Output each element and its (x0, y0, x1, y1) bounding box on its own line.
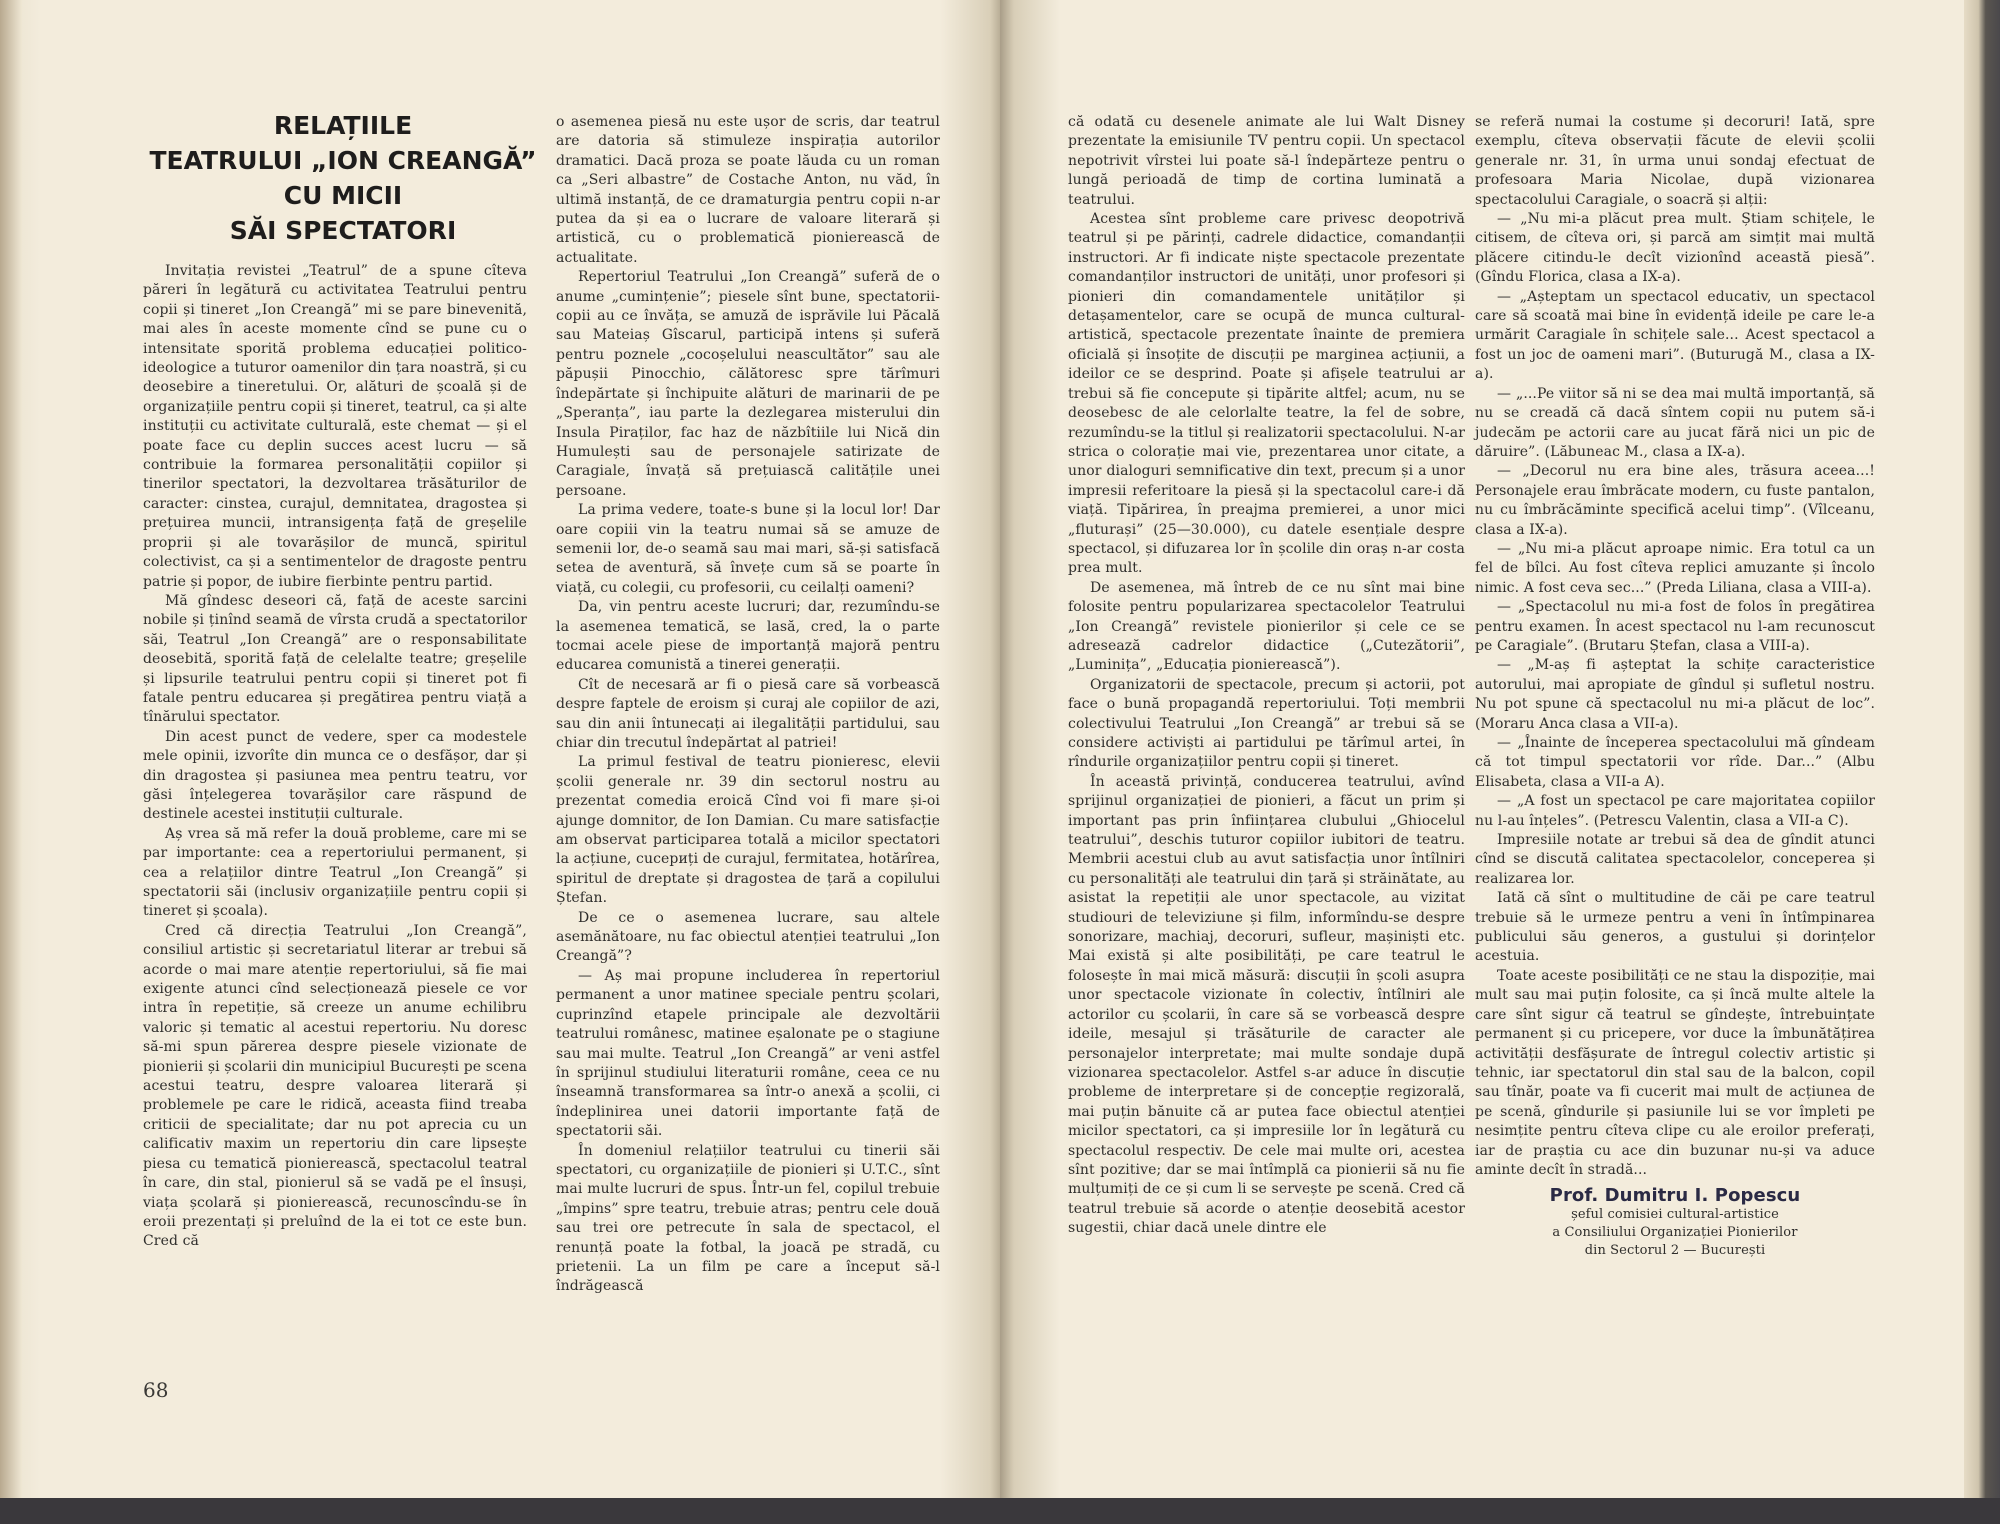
title-line: TEATRULUI „ION CREANGĂ” (149, 146, 537, 175)
title-line: RELAȚIILE (273, 111, 413, 140)
author-title: a Consiliului Organizației Pionierilor (1552, 1224, 1798, 1240)
quote: — „Înainte de începerea spectacolului mă gîndeam că tot timpul spectatorii vor rîde. Dar...” (Albu Elisabeta, clasa a VII-a A). (1475, 735, 1875, 790)
paragraph: De asemenea, mă întreb de ce nu sînt mai bine folosite pentru popularizarea spectacolelor Teatrului „Ion Creangă” revistele pionierilor și cele ce se adresează cadrelor didactice („Cutezătorii”, „Luminița”, „Educația pionierească”). (1068, 579, 1465, 674)
text-column-4 (1475, 113, 1875, 1260)
paragraph: Aș vrea să mă refer la două probleme, care mi se par importante: cea a repertoriului permanent, și cea a relațiilor dintre Teatrul „Ion Creangă” și spectatorii săi (inclusiv organizațiile pentru copii și tineret și școala). (143, 825, 527, 920)
quote: — „A fost un spectacol pe care majoritatea copiilor nu l-au înțeles”. (Petrescu Valentin, clasa a VII-a C). (1475, 793, 1875, 829)
article-title (143, 108, 543, 248)
paragraph: Mă gîndesc deseori că, față de aceste sarcini nobile și ținînd seamă de vîrsta crudă a spectatorilor săi, Teatrul „Ion Creangă” are o responsabilitate deosebită, sporită față de celelalte teatre; greșelile și lipsurile teatrului pentru copii și tineret pot fi fatale pentru educarea și pregătirea pentru viață a tînărului spectator. (143, 592, 527, 726)
book-cover-edge (1964, 0, 2000, 1524)
author-title: din Sectorul 2 — București (1584, 1242, 1766, 1258)
title-line: SĂI SPECTATORI (229, 216, 457, 245)
right-page (1000, 0, 2000, 1524)
paragraph: Cît de necesară ar fi o piesă care să vorbească despre faptele de eroism și curaj ale copiilor de azi, sau din anii întunecați ai ilegalității partidului, sau chiar din trecutul îndepărtat al patriei! (556, 676, 940, 751)
quote: — „Nu mi-a plăcut prea mult. Știam schițele, le citisem, de cîteva ori, și parcă am simțit mai multă plăcere citindu-le decît vizionînd această piesă”. (Gîndu Florica, clasa a IX-a). (1475, 211, 1875, 286)
paragraph: se referă numai la costume și decoruri! Iată, spre exemplu, cîteva observații făcute de elevii școlii generale nr. 31, în urma unui sondaj efectuat de profesoara Maria Nicolae, după vizionarea spectacolului Caragiale, o soacră și alții: (1475, 114, 1875, 208)
author-title: șeful comisiei cultural-artistice (1571, 1206, 1779, 1222)
paragraph: La prima vedere, toate-s bune și la locul lor! Dar oare copiii vin la teatru numai să se amuze de semenii lor, de-o seamă sau mai mari, să-și satisfacă setea de aventură, să învețe cum să se poarte în viață, cu colegii, cu profesorii, cu ceilalți oameni? (556, 502, 940, 596)
paragraph: De ce o asemenea lucrare, sau altele asemănătoare, nu fac obiectul atenției teatrului „Ion Creangă”? (556, 909, 940, 965)
paragraph: Iată că sînt o multitudine de căi pe care teatrul trebuie să le urmeze pentru a veni în întîmpinarea publicului său generos, a gustului și dorințelor acestuia. (1475, 890, 1875, 965)
paragraph: Organizatorii de spectacole, precum și actorii, pot face o bună propagandă repertoriului. Toți membrii colectivului Teatrului „Ion Creangă” ar trebui să se considere activiști ai partidului pe tărîmul artei, în rîndurile organizațiilor pentru copii și tineret. (1068, 676, 1465, 771)
paragraph: Da, vin pentru aceste lucruri; dar, rezumîndu-se la asemenea tematică, se lasă, cred, la o parte tocmai acele piese de importanță majoră pentru educarea comunistă a tinerei generații. (556, 599, 940, 674)
quote: — „...Pe viitor să ni se dea mai multă importanță, să nu se creadă că dacă sîntem copii nu putem să-i judecăm pe actorii care au jucat fără nici un pic de dăruire”. (Lăbuneac M., clasa a IX-a). (1475, 385, 1875, 460)
text-column-2 (556, 113, 940, 1297)
paragraph: În această privință, conducerea teatrului, avînd sprijinul organizației de pionieri, a făcut un prim și important pas prin înființarea clubului „Ghiocelul teatrului”, deschis tuturor copiilor iubitori de teatru. Membrii acestui club au avut satisfacția unor întîlniri cu personalități ale teatrului din țară și străinătate, au asistat la repetiții ale unor spectacole, au vizitat studiouri de televiziune și film, informîndu-se despre sonorizare, machiaj, decoruri, sufleur, mașiniști etc. Mai există și alte posibilități, pe care teatrul le folosește în mai mică măsură: discuții în școli asupra unor spectacole vizionate în colectiv, întîlniri ale actorilor cu școlarii, în care să se vorbească despre ideile, mesajul și trăsăturile de caracter ale personajelor interpretate; mai multe sondaje după vizionarea spectacolelor. Astfel s-ar aduce în discuție probleme de interpretare și de concepție regizorală, mai puțin bănuite că ar putea face obiectul atenției micilor spectatori, ca și impresiile lor în legătură cu spectacolul respectiv. De cele mai multe ori, acestea sînt pozitive; dar se mai întîmplă ca pionierii să nu fie mulțumiți de ce și cum li se servește pe scenă. Cred că teatrul trebuie să acorde o atenție deosebită acestor sugestii, chiar dacă unele dintre ele (1068, 773, 1465, 1237)
author-name: Prof. Dumitru I. Popescu (1549, 1185, 1801, 1207)
paragraph: Din acest punct de vedere, sper ca modestele mele opinii, izvorîte din munca ce o desfășor, dar și din dragostea și pasiunea mea pentru teatru, vor găsi înțelegerea tovarășilor care răspund de destinele acestei instituții culturale. (143, 728, 527, 823)
paragraph: Repertoriul Teatrului „Ion Creangă” suferă de o anume „cumințenie”; piesele sînt bune, spectatorii-copii au ce învăța, se amuză de isprăvile lui Păcală sau Mateiaș Gîscarul, participă intens și suferă pentru poznele „cocoșelului neascultător” sau ale păpușii Pinocchio, călătoresc spre tărîmuri îndepărtate și închipuite alături de marinarii de pe „Speranța”, iau parte la dezlegarea misterului din Insula Piraților, fac haz de năzbîtiile lui Nică din Humulești sau de personajele satirizate de Caragiale, învață să prețuiască calitățile unei persoane. (556, 269, 940, 499)
paragraph: Impresiile notate ar trebui să dea de gîndit atunci cînd se discută calitatea spectacolelor, conceperea și realizarea lor. (1475, 832, 1875, 887)
paragraph: La primul festival de teatru pionieresc, elevii școlii generale nr. 39 din sectorul nostru au prezentat comedia eroică Cînd voi fi mare și-oi ajunge domnitor, de Ion Damian. Cu mare satisfacție am observat participarea totală a micilor spectatori la acțiune, cucериți de curajul, fermitatea, hotărîrea, spiritul de dreptate și dragostea de țară a copilului Ștefan. (556, 754, 940, 907)
quote: — „Spectacolul nu mi-a fost de folos în pregătirea pentru examen. În acest spectacol nu l-am recunoscut pe Caragiale”. (Brutaru Ștefan, clasa a VIII-a). (1475, 599, 1875, 654)
paragraph: — Aș mai propune includerea în repertoriul permanent a unor matinee speciale pentru școlari, cuprinzînd etapele principale ale dezvoltării teatrului românesc, matinee eșalonate pe o stagiune sau mai multe. Teatrul „Ion Creangă” ar veni astfel în sprijinul studiului literaturii române, ceea ce nu înseamnă transformarea sa într-o anexă a școlii, ci îndeplinirea unei datorii importante față de spectatorii săi. (556, 967, 940, 1140)
paragraph: o asemenea piesă nu este ușor de scris, dar teatrul are datoria să stimuleze inspirația autorilor dramatici. Dacă proza se poate lăuda cu un roman ca „Seri albastre” de Costache Anton, nu văd, în ultimă instanță, de ce dramaturgia pentru copii n-ar putea da și ea o lucrare de valoare literară și artistică, cu o problematică pionierească de actualitate. (556, 114, 940, 266)
text-column-1 (143, 262, 527, 1252)
text-column-3 (1068, 113, 1465, 1239)
quote: — „Așteptam un spectacol educativ, un spectacol care să scoată mai bine în evidență ideile pe care le-a urmărit Caragiale în schițele sale... Acest spectacol a fost un joc de oameni mari”. (Buturugă M., clasa a IX-a). (1475, 288, 1875, 383)
quote: — „Nu mi-a plăcut aproape nimic. Era totul ca un fel de bîlci. Au fost cîteva replici amuzante și încolo nimic. A fost ceva sec...” (Preda Liliana, clasa a VIII-a). (1475, 540, 1875, 596)
title-line: CU MICII (283, 181, 403, 210)
paragraph: Invitația revistei „Teatrul” de a spune cîteva păreri în legătură cu activitatea Teatrului pentru copii și tineret „Ion Creangă” mi se pare binevenită, mai ales în aceste momente cînd se pune cu o intensitate sporită problema educației politico-ideologice a tuturor oamenilor din țara noastră, și cu deosebire a tineretului. Or, alături de școală și de organizațiile pentru copii și tineret, teatrul, ca și alte instituții cu activitate culturală, este chemat — și el poate face cu deplin succes acest lucru — să contribuie la formarea personalității copiilor și tinerilor spectatori, la dezvoltarea trăsăturilor de caracter: cinstea, curajul, demnitatea, dragostea și prețuirea muncii, intransigența față de greșelile proprii și ale tovarășilor de muncă, spiritul colectivist, ca și a sentimentelor de dragoste pentru patrie și popor, de iubire fierbinte pentru partid. (143, 263, 527, 590)
paragraph: Toate aceste posibilități ce ne stau la dispoziție, mai mult sau mai puțin folosite, ca și încă multe altele la care sînt sigur că teatrul se gîndește, întrebuințate permanent și cu pricepere, vor duce la îmbunătățirea activității desfășurate de întregul colectiv artistic și tehnic, iar spectatorul din stal sau de la balcon, copil sau tînăr, poate va fi cucerit mai mult de acțiunea de pe scenă, gîndurile și pasiunile lui se vor împleti pe nesimțite pentru cîteva clipe cu ale eroilor preferați, iar de praștia cu ace din buzunar nu-și va aduce aminte decît în stradă... (1475, 967, 1875, 1178)
paragraph: În domeniul relațiilor teatrului cu tinerii săi spectatori, cu organizațiile de pionieri și U.T.C., sînt mai multe lucruri de spus. Într-un fel, copilul trebuie „împins” spre teatru, trebuie atras; pentru cele două sau trei ore petrecute în sala de spectacol, el renunță poate la fotbal, la joacă pe stradă, cu prietenii. La un film pe care a început să-l îndrăgească (556, 1142, 940, 1295)
background-surface (0, 1498, 2000, 1524)
paragraph: Cred că direcția Teatrului „Ion Creangă”, consiliul artistic și secretariatul literar ar trebui să acorde o mai mare atenție repertoriului, să fie mai exigente atunci cînd selecționează piesele ce vor intra în repetiție, să creeze un anume echilibru valoric și tematic al acestui repertoriu. Nu doresc să-mi spun părerea despre piesele vizionate de pionierii și școlarii din municipiul București pe scena acestui teatru, despre valoarea literară și problemele pe care le ridică, aceasta fiind treaba criticii de specialitate; dar nu pot aprecia cu un calificativ maxim un repertoriu din care lipsește piesa cu tematică pionierească, spectacolul teatral în care, din stal, pionierul să se vadă pe el însuși, viața școlară și pionierească, recunoscîndu-se în eroii prezentați și preluînd de la ei tot ce este bun. Cred că (143, 922, 527, 1250)
paragraph: Acestea sînt probleme care privesc deopotrivă teatrul și pe părinți, cadrele didactice, comandanții instructori. Ar fi indicate niște spectacole prezentate comandanților instructori de unități, unor profesori și pionieri din comandamentele unităților și detașamentelor, care se ocupă de munca cultural-artistică, spectacole prezentate înainte de premiera oficială și însoțite de discuții pe marginea acțiunii, a ideilor ce se desprind. Poate și afișele teatrului ar trebui să fie concepute și tipărite altfel; acum, nu se deosebesc de ale celorlalte teatre, la fel de sobre, rezumîndu-se la titlul și realizatorii spectacolului. N-ar strica o colorație mai vie, prezentarea unor citate, a unor dialoguri semnificative din text, precum și a unor impresii referitoare la piesă și la spectacolul care-i dă viață. Tipărirea, în preajma premierei, a unor mici „fluturași” (25—30.000), cu datele esențiale despre spectacol, și difuzarea lor în școlile din oraș n-ar costa prea mult. (1068, 211, 1465, 577)
quote: — „Decorul nu era bine ales, trăsura aceea...! Personajele erau îmbrăcate modern, cu fuste pantalon, nu cu îmbrăcăminte specifică acelui timp”. (Vîlceanu, clasa a IX-a). (1475, 463, 1875, 538)
author-signature (1475, 1186, 1875, 1259)
page-number: 68 (143, 1378, 169, 1402)
paragraph: că odată cu desenele animate ale lui Walt Disney prezentate la emisiunile TV pentru copii. Un spectacol nepotrivit vîrstei lui poate să-l îndepărteze pentru o lungă perioadă de timp de cortina luminată a teatrului. (1068, 114, 1465, 208)
page-edge (0, 0, 22, 1524)
quote: — „M-aș fi așteptat la schițe caracteristice autorului, mai apropiate de gîndul și sufletul nostru. Nu pot spune că spectacolul nu mi-a plăcut de loc”. (Moraru Anca clasa a VII-a). (1475, 657, 1875, 732)
